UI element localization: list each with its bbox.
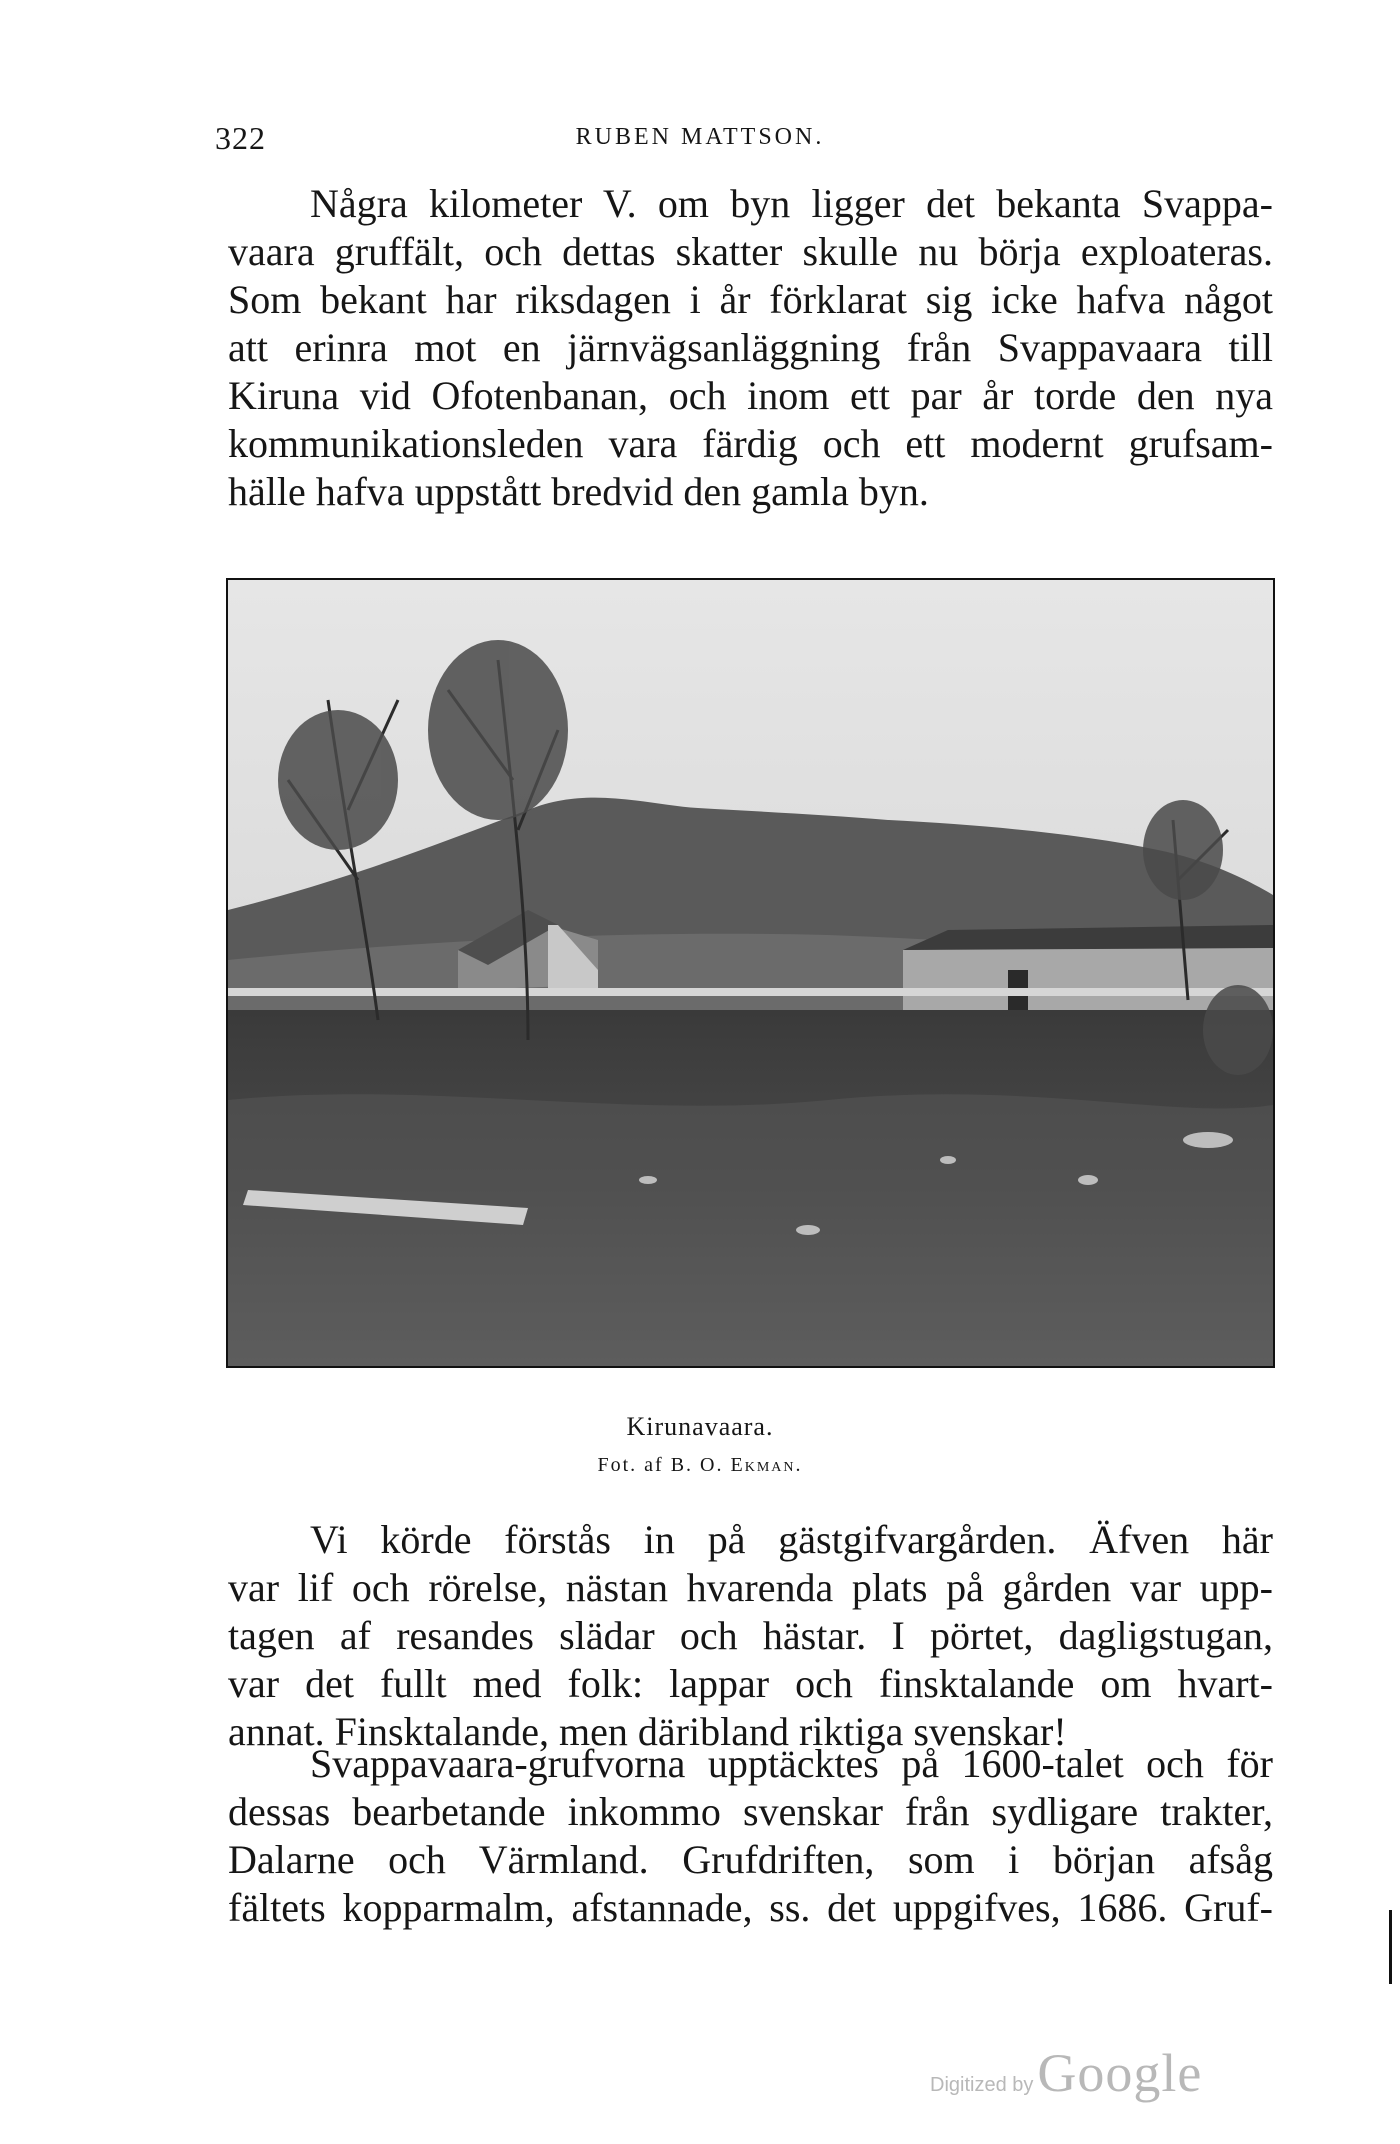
text-line: Några kilometer V. om byn ligger det bekanta Svappa-: [310, 181, 1273, 226]
field-shadow: [228, 1094, 1273, 1366]
photo-credit-prefix: Fot. af B. O.: [597, 1454, 731, 1476]
photographer-name: Ekman.: [730, 1454, 803, 1476]
text-line: vaara gruffält, och dettas skatter skulle nu börja exploateras.: [228, 229, 1273, 274]
text-line: att erinra mot en järnvägsanläggning från Svappavaara till: [228, 325, 1273, 370]
text-line: tagen af resandes slädar och hästar. I pörtet, dagligstugan,: [228, 1613, 1273, 1658]
running-head: RUBEN MATTSON.: [575, 124, 825, 150]
text-line: dessas bearbetande inkommo svenskar från sydligare trakter,: [228, 1789, 1273, 1834]
scan-edge-mark: [1389, 1910, 1392, 1984]
text-line: Kiruna vid Ofotenbanan, och inom ett par år torde den nya: [228, 373, 1273, 418]
photograph-kirunavaara: [226, 578, 1275, 1368]
text-line: var det fullt med folk: lappar och finsktalande om hvart-: [228, 1661, 1273, 1706]
text-line: Svappavaara-grufvorna upptäcktes på 1600-talet och för: [310, 1741, 1273, 1786]
photo-credit: [0, 1454, 1400, 1477]
text-line: Dalarne och Värmland. Grufdriften, som i början afsåg: [228, 1837, 1273, 1882]
paragraph-2: [228, 1516, 1273, 1756]
text-line: Som bekant har riksdagen i år förklarat sig icke hafva något: [228, 277, 1273, 322]
page-number: 322: [215, 120, 266, 156]
text-line: Vi körde förstås in på gästgifvargården. Äfven här: [310, 1517, 1273, 1562]
watermark-logo: Google: [1037, 2043, 1203, 2103]
digitized-watermark: [930, 2042, 1202, 2104]
watermark-small: Digitized by: [930, 2074, 1034, 2096]
text-line: var lif och rörelse, nästan hvarenda plats på gården var upp-: [228, 1565, 1273, 1610]
photo-illustration: [228, 580, 1273, 1366]
paragraph-1: [228, 180, 1273, 516]
text-line: annat. Finsktalande, men däribland riktiga svenskar!: [228, 1709, 1067, 1754]
text-line: kommunikationsleden vara färdig och ett modernt grufsam-: [228, 421, 1273, 466]
text-line: fältets kopparmalm, afstannade, ss. det uppgifves, 1686. Gruf-: [228, 1885, 1273, 1930]
figure-caption: Kirunavaara.: [626, 1412, 774, 1441]
paragraph-3: [228, 1740, 1273, 1932]
fence: [228, 988, 1273, 996]
text-line: hälle hafva uppstått bredvid den gamla byn.: [228, 469, 929, 514]
